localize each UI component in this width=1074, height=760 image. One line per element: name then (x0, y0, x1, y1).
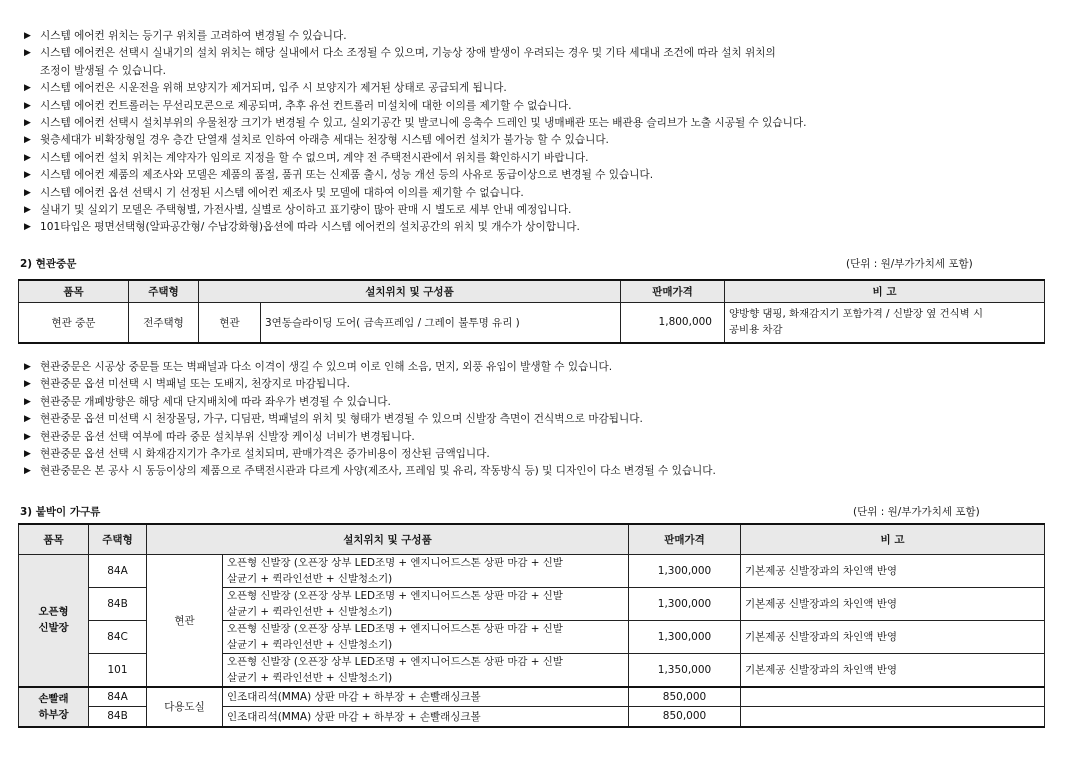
bullet-item: ▶ 시스템 에어컨은 선택시 실내기의 설치 위치는 해당 실내에서 다소 조정될 수 있으며, 기능상 장애 발생이 우려되는 경우 및 기타 세대내 조건에 따라 설치 위치의 (24, 45, 1054, 62)
bullet-continuation: 조정이 발생될 수 있습니다. (40, 64, 167, 77)
bullet-item: ▶ 현관중문 옵션 미선택 시 천장몰딩, 가구, 디딤판, 벽패널의 위치 및 형태가 변경될 수 있으며 신발장 측면이 건식벽으로 마감됩니다. (24, 411, 1054, 428)
section-title-built-in-furniture: 3) 붙박이 가구류 (20, 506, 101, 518)
bullet-item: ▶ 현관중문 옵션 미선택 시 벽패널 또는 도배지, 천장지로 마감됩니다. (24, 376, 1054, 393)
type-cell: 84B (89, 587, 147, 620)
bullet-item: ▶ 실내기 및 실외기 모델은 주택형별, 가전사별, 실별로 상이하고 표기량이 많아 판매 시 별도로 세부 안내 예정입니다. (24, 202, 1054, 219)
bullet-item: ▶ 시스템 에어컨 선택시 설치부위의 우물천장 크기가 변경될 수 있고, 실외기공간 및 발코니에 응축수 드레인 및 냉매배관 또는 배관용 슬리브가 노출 시공될 수 있습니다. (24, 115, 1054, 132)
note-cell: 양방향 댐핑, 화재감지기 포함가격 / 신발장 옆 건식벽 시 공비용 차감 (725, 303, 1045, 343)
note-cell (741, 707, 1045, 727)
type-cell: 84C (89, 620, 147, 653)
bullet-marker-icon: ▶ (24, 431, 31, 442)
built-in-furniture-table (18, 523, 1045, 728)
bullet-marker-icon: ▶ (24, 362, 31, 372)
col-header-item: 품목 (19, 280, 129, 303)
table-header-row (19, 524, 1045, 554)
col-header-type: 주택형 (89, 524, 147, 554)
table-row (19, 303, 1045, 343)
location-cell: 현관 (147, 554, 223, 687)
bullet-item: ▶ 윗층세대가 비확장형일 경우 층간 단열재 설치로 인하여 아래층 세대는 천장형 시스템 에어컨 설치가 불가능 할 수 있습니다. (24, 132, 1054, 149)
bullet-marker-icon: ▶ (24, 414, 31, 425)
type-cell: 84B (89, 707, 147, 727)
col-header-price: 판매가격 (621, 280, 725, 303)
bullet-marker-icon: ▶ (24, 187, 31, 198)
col-header-location: 설치위치 및 구성품 (199, 280, 621, 303)
bullet-item: ▶ 시스템 에어컨은 시운전을 위해 보양지가 제거되며, 입주 시 보양지가 제거된 상태로 공급되게 됩니다. (24, 80, 1054, 97)
bullet-marker-icon: ▶ (24, 205, 31, 216)
col-header-type: 주택형 (129, 280, 199, 303)
bullet-marker-icon: ▶ (24, 135, 31, 146)
component-cell: 오픈형 신발장 (오픈장 상부 LED조명 + 엔지니어드스톤 상판 마감 + 신발 살균기 + 퀵라인선반 + 신발청소기) (223, 587, 629, 620)
price-cell: 1,350,000 (629, 653, 741, 687)
bullet-item: ▶ 현관중문은 시공상 중문틀 또는 벽패널과 다소 이격이 생길 수 있으며 이로 인해 소음, 먼지, 외풍 유입이 발생할 수 있습니다. (24, 359, 1054, 376)
table-row (19, 687, 1045, 707)
item-cell: 현관 중문 (19, 303, 129, 343)
type-cell: 84A (89, 554, 147, 587)
bullet-item: ▶ 시스템 에어컨 제품의 제조사와 모델은 제품의 품절, 품귀 또는 신제품 출시, 성능 개선 등의 사유로 동급이상으로 변경될 수 있습니다. (24, 167, 1054, 184)
component-cell: 오픈형 신발장 (오픈장 상부 LED조명 + 엔지니어드스톤 상판 마감 + 신발 살균기 + 퀵라인선반 + 신발청소기) (223, 620, 629, 653)
price-cell: 850,000 (629, 707, 741, 727)
section-title-entrance-door: 2) 현관중문 (20, 258, 77, 270)
location-cell: 다용도실 (147, 687, 223, 727)
bullet-item: ▶ 시스템 에어컨 컨트롤러는 무선리모콘으로 제공되며, 추후 유선 컨트롤러 미설치에 대한 이의를 제기할 수 없습니다. (24, 98, 1054, 115)
col-header-note: 비 고 (741, 524, 1045, 554)
table-header-row (19, 280, 1045, 303)
component-cell: 인조대리석(MMA) 상판 마감 + 하부장 + 손빨래싱크볼 (223, 687, 629, 707)
price-cell: 1,300,000 (629, 587, 741, 620)
bullet-item: ▶ 시스템 에어컨 설치 위치는 계약자가 임의로 지정을 할 수 없으며, 계약 전 주택전시관에서 위치를 확인하시기 바랍니다. (24, 150, 1054, 167)
location-cell: 현관 (199, 303, 261, 343)
bullet-marker-icon: ▶ (24, 466, 31, 477)
bullet-item: ▶ 시스템 에어컨 위치는 등기구 위치를 고려하여 변경될 수 있습니다. (24, 28, 1054, 45)
bullet-marker-icon: ▶ (24, 170, 31, 181)
note-cell: 기본제공 신발장과의 차인액 반영 (741, 587, 1045, 620)
component-cell: 오픈형 신발장 (오픈장 상부 LED조명 + 엔지니어드스톤 상판 마감 + 신발 살균기 + 퀵라인선반 + 신발청소기) (223, 653, 629, 687)
note-cell (741, 687, 1045, 707)
note-cell: 기본제공 신발장과의 차인액 반영 (741, 554, 1045, 587)
bullet-item: ▶ 시스템 에어컨 옵션 선택시 기 선정된 시스템 에어컨 제조사 및 모델에 대하여 이의를 제기할 수 없습니다. (24, 185, 1054, 202)
bullet-item: ▶ 현관중문 옵션 선택 여부에 따라 중문 설치부위 신발장 케이싱 너비가 변경됩니다. (24, 429, 1054, 446)
price-cell: 850,000 (629, 687, 741, 707)
air-conditioner-notes (24, 28, 1054, 237)
bullet-marker-icon: ▶ (24, 396, 31, 407)
component-cell: 인조대리석(MMA) 상판 마감 + 하부장 + 손빨래싱크볼 (223, 707, 629, 727)
entrance-door-table (18, 279, 1045, 344)
note-cell: 기본제공 신발장과의 차인액 반영 (741, 620, 1045, 653)
component-cell: 3연동슬라이딩 도어( 금속프레임 / 그레이 불투명 유리 ) (261, 303, 621, 343)
component-cell: 오픈형 신발장 (오픈장 상부 LED조명 + 엔지니어드스톤 상판 마감 + 신발 살균기 + 퀵라인선반 + 신발청소기) (223, 554, 629, 587)
col-header-location: 설치위치 및 구성품 (147, 524, 629, 554)
item-cell-hand-wash-cabinet: 손빨래 하부장 (19, 687, 89, 727)
type-cell: 101 (89, 653, 147, 687)
type-cell: 84A (89, 687, 147, 707)
bullet-item: ▶ 현관중문 개폐방향은 해당 세대 단지배치에 따라 좌우가 변경될 수 있습니다. (24, 394, 1054, 411)
col-header-note: 비 고 (725, 280, 1045, 303)
bullet-marker-icon: ▶ (24, 152, 31, 163)
entrance-door-notes (24, 359, 1054, 481)
bullet-marker-icon: ▶ (24, 449, 31, 460)
price-cell: 1,800,000 (621, 303, 725, 343)
bullet-marker-icon: ▶ (24, 31, 31, 41)
unit-label: (단위 : 원/부가가치세 포함) (846, 258, 973, 270)
bullet-marker-icon: ▶ (24, 83, 31, 94)
type-cell: 전주택형 (129, 303, 199, 343)
bullet-marker-icon: ▶ (24, 379, 31, 390)
bullet-marker-icon: ▶ (24, 48, 31, 59)
unit-label: (단위 : 원/부가가치세 포함) (853, 506, 980, 518)
bullet-marker-icon: ▶ (24, 222, 31, 233)
col-header-item: 품목 (19, 524, 89, 554)
bullet-item: ▶ 101타입은 평면선택형(알파공간형/ 수납강화형)옵션에 따라 시스템 에어컨의 설치공간의 위치 및 개수가 상이합니다. (24, 219, 1054, 236)
bullet-item: ▶ 현관중문 옵션 선택 시 화재감지기가 추가로 설치되며, 판매가격은 증가비용이 정산된 금액입니다. (24, 446, 1054, 463)
price-cell: 1,300,000 (629, 620, 741, 653)
bullet-item: ▶ 현관중문은 본 공사 시 동등이상의 제품으로 주택전시관과 다르게 사양(제조사, 프레임 및 유리, 작동방식 등) 및 디자인이 다소 변경될 수 있습니다. (24, 463, 1054, 480)
col-header-price: 판매가격 (629, 524, 741, 554)
note-cell: 기본제공 신발장과의 차인액 반영 (741, 653, 1045, 687)
price-cell: 1,300,000 (629, 554, 741, 587)
item-cell-open-shoe-cabinet: 오픈형 신발장 (19, 554, 89, 687)
bullet-marker-icon: ▶ (24, 118, 31, 129)
bullet-marker-icon: ▶ (24, 100, 31, 111)
table-row (19, 554, 1045, 587)
